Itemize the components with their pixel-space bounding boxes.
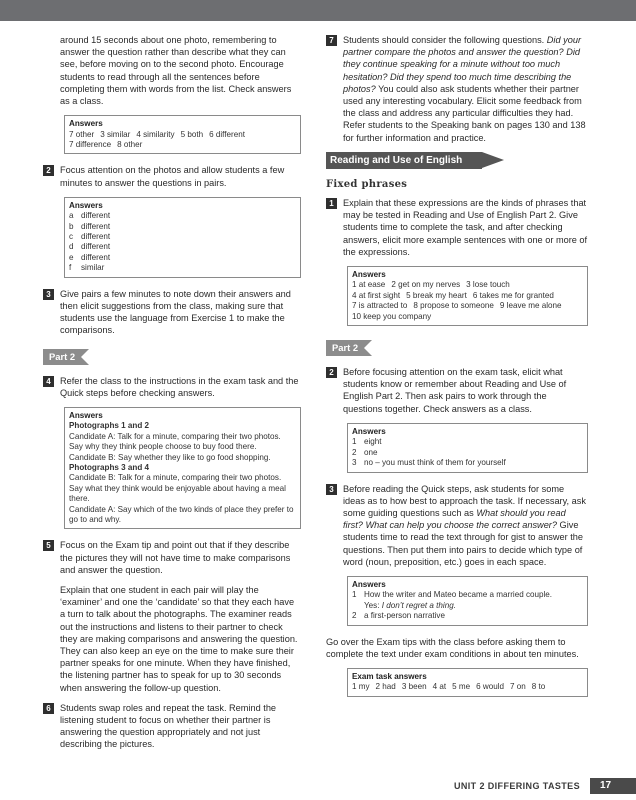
answers-box-4 xyxy=(64,407,301,529)
answer-item: 5 me xyxy=(452,682,471,692)
list-item xyxy=(352,437,583,447)
answer-item: 4 similarity xyxy=(136,129,175,139)
answer-item: 6 different xyxy=(209,129,245,139)
answer-item: 7 difference xyxy=(69,140,112,150)
answers-line xyxy=(352,312,583,322)
answer-text: Candidate B: Talk for a minute, comparing their two photos. Say what they think would be enjoyable about having a meal there. xyxy=(69,473,286,504)
section-heading: Fixed phrases xyxy=(326,178,408,190)
answers-box-2 xyxy=(64,197,301,278)
answer-item: 3 similar xyxy=(100,129,131,139)
subheading: Photographs 1 and 2 xyxy=(69,421,150,431)
list-item xyxy=(352,601,583,611)
step-text: Before reading the Quick steps, ask students for some ideas as to how best to approach the task. If necessary, ask some guiding questions such as xyxy=(343,483,586,518)
item-letter: c xyxy=(69,232,74,242)
item-text: different xyxy=(81,242,111,252)
item-letter: f xyxy=(69,263,72,273)
step-italic-questions: Did your partner compare the photos and answer the question? Did they continue speaking for a minute without too much hesitation? Did they spend too much time describing the photos? xyxy=(343,35,582,94)
item-letter: a xyxy=(69,211,74,221)
list-item xyxy=(69,242,296,252)
step-number: 2 xyxy=(326,367,337,378)
step-6 xyxy=(43,702,301,751)
answers-title: Exam task answers xyxy=(352,671,427,681)
item-text: no – you must think of them for yourself xyxy=(364,458,506,468)
answer-text: Candidate B: Say whether they like to go food shopping. xyxy=(69,452,271,462)
list-item xyxy=(69,232,296,242)
step-number: 3 xyxy=(326,484,337,495)
item-text: different xyxy=(81,221,111,231)
step-5 xyxy=(43,539,301,576)
page-number: 17 xyxy=(590,778,636,794)
list-item xyxy=(352,448,583,458)
answer-item: 8 other xyxy=(117,140,143,150)
subheading: Photographs 3 and 4 xyxy=(69,462,150,472)
answer-item: 4 at xyxy=(432,682,447,692)
answers-title: Answers xyxy=(352,579,386,589)
answer-item: 1 at ease xyxy=(352,280,386,290)
item-text: different xyxy=(81,211,111,221)
answer-item: 6 would xyxy=(476,682,504,692)
list-item xyxy=(69,263,296,273)
step-2 xyxy=(43,164,301,188)
item-text: How the writer and Mateo became a married couple. xyxy=(364,590,553,600)
item-text: a first-person narrative xyxy=(364,611,445,621)
item-spacer xyxy=(352,601,364,611)
step-number: 3 xyxy=(43,289,54,300)
item-text: different xyxy=(81,232,111,242)
item-text: one xyxy=(364,447,378,457)
answers-box-1 xyxy=(64,115,301,154)
answer-text: Candidate A: Talk for a minute, comparing their two photos. Say why they think people choose to buy food there. xyxy=(69,431,281,452)
right-column xyxy=(326,34,588,707)
answers-title: Answers xyxy=(69,410,103,420)
answers-title: Answers xyxy=(352,426,386,436)
answer-item: 4 at first sight xyxy=(352,290,401,300)
list-item xyxy=(69,211,296,221)
quote-text: I don’t regret a thing. xyxy=(381,600,456,610)
step-number: 6 xyxy=(43,703,54,714)
item-number: 2 xyxy=(352,447,357,457)
step-text: Give pairs a few minutes to note down their answers and then elicit suggestions from the class, making sure that students use the language from Exercise 1 to make the comparisons. xyxy=(60,288,291,336)
answer-item: 2 had xyxy=(375,682,396,692)
step-text: Explain that these expressions are the kinds of phrases that may be tested in Reading and Use of English Part 2. Give students time to complete the task, and after checking answers, elicit more example sentences with one or more of the expressions. xyxy=(343,198,588,257)
answers-line xyxy=(352,291,583,301)
item-text: eight xyxy=(364,437,382,447)
answer-item: 3 been xyxy=(401,682,427,692)
answer-item: 8 to xyxy=(531,682,546,692)
exam-answers-box xyxy=(347,668,588,697)
answer-item: 8 propose to someone xyxy=(413,301,494,311)
step-text: Give students time to read the text through for gist to answer the questions. Then put them into pairs to decide which type of word (noun, preposition, etc.) goes in each space. xyxy=(343,520,584,567)
part-2-tag: Part 2 xyxy=(326,340,364,356)
step-italic-questions: What should you read first? What can help you choose the correct answer? xyxy=(343,507,566,531)
answer-item: 7 is attracted to xyxy=(352,301,408,311)
item-text xyxy=(364,601,583,611)
answer-item: 2 get on my nerves xyxy=(391,280,461,290)
answers-box-r2 xyxy=(347,423,588,473)
step-number: 4 xyxy=(43,376,54,387)
answer-item: 7 other xyxy=(69,129,95,139)
item-text: similar xyxy=(81,263,105,273)
item-number: 3 xyxy=(352,458,357,468)
section-banner: Reading and Use of English xyxy=(326,152,482,169)
item-number: 1 xyxy=(352,590,357,600)
step-text: Refer the class to the instructions in the exam task and the Quick steps before checking answers. xyxy=(60,375,299,398)
answer-item: 5 both xyxy=(180,129,204,139)
answer-item: 9 leave me alone xyxy=(499,301,562,311)
item-letter: b xyxy=(69,221,74,231)
list-item xyxy=(352,611,583,621)
answer-item: 7 on xyxy=(510,682,526,692)
item-number: 1 xyxy=(352,437,357,447)
step-text: Focus attention on the photos and allow students a few minutes to answer the questions in pairs. xyxy=(60,165,285,188)
step-5-paragraph: Explain that one student in each pair will play the ‘examiner’ and one the ‘candidate’ so that they each have a turn to talk about the photographs. The examiner reads out the instructions and listens to their partner to check they are making comparisons and answering the question. They can also keep an eye on the time to make sure their partner speaks for one minute. When they have finished, the listening partner has to speak for up to 30 seconds when answering the follow-up question. xyxy=(60,584,298,693)
step-1 xyxy=(326,197,588,258)
answer-text: Candidate A: Say which of the two kinds of place they prefer to go to and why. xyxy=(69,504,294,524)
step-text: You could also ask students whether their partner used any interesting vocabulary. Elicit some feedback from the class and address any particular difficulties they had. Refer students to the Speaking bank on pages 130 and 138 for further information and practice. xyxy=(343,83,586,143)
step-number: 7 xyxy=(326,35,337,46)
answers-title: Answers xyxy=(69,200,103,210)
answers-title: Answers xyxy=(352,270,386,280)
answer-item: 6 takes me for granted xyxy=(472,290,554,300)
answers-line xyxy=(69,140,296,150)
step-3 xyxy=(326,483,588,568)
answers-line xyxy=(69,130,296,140)
answer-item: 5 break my heart xyxy=(406,290,467,300)
step-text: Students swap roles and repeat the task. Remind the listening student to focus on whether their partner is answering the question appropriately and not just describing the pictures. xyxy=(60,702,277,750)
closing-paragraph: Go over the Exam tips with the class before asking them to complete the text under exam conditions in about ten minutes. xyxy=(326,636,579,659)
item-letter: d xyxy=(69,242,74,252)
list-item xyxy=(69,222,296,232)
list-item xyxy=(69,253,296,263)
step-number: 5 xyxy=(43,540,54,551)
step-4 xyxy=(43,375,301,399)
yes-label: Yes: xyxy=(364,600,380,610)
step-number: 2 xyxy=(43,165,54,176)
answer-item: 10 keep you company xyxy=(352,311,432,321)
answers-title: Answers xyxy=(69,119,103,129)
answer-item: 3 lose touch xyxy=(466,280,510,290)
left-column xyxy=(43,34,301,759)
step-2 xyxy=(326,366,588,415)
step-7 xyxy=(326,34,588,144)
answer-item: 1 my xyxy=(352,682,370,692)
item-letter: e xyxy=(69,252,74,262)
list-item xyxy=(352,590,583,600)
answers-line xyxy=(352,280,583,290)
answers-line xyxy=(352,301,583,311)
unit-label: UNIT 2 DIFFERING TASTES xyxy=(453,781,580,791)
step-text: Students should consider the following questions. xyxy=(343,35,545,45)
part-2-tag: Part 2 xyxy=(43,349,81,365)
item-text: different xyxy=(81,252,111,262)
step-number: 1 xyxy=(326,198,337,209)
step-text: Focus on the Exam tip and point out that if they describe the pictures they will not have time to make comparisons and answer the question. xyxy=(60,540,291,575)
answers-box-r3 xyxy=(347,576,588,626)
step-3 xyxy=(43,288,301,337)
page-footer xyxy=(454,778,636,794)
top-bar xyxy=(0,0,636,21)
answers-line xyxy=(352,682,583,692)
item-number: 2 xyxy=(352,611,357,621)
step-text: Before focusing attention on the exam task, elicit what students know or remember about Reading and Use of English Part 2. Then ask pairs to work through the questions together. Check answers as a class. xyxy=(343,367,567,414)
list-item xyxy=(352,458,583,468)
answers-box-r1 xyxy=(347,266,588,326)
intro-paragraph: around 15 seconds about one photo, remembering to answer the question rather than describe what they can see, before moving on to the second photo. Encourage students to read through all the sentences before completing them with words from the list. Check answers as a class. xyxy=(60,35,292,107)
